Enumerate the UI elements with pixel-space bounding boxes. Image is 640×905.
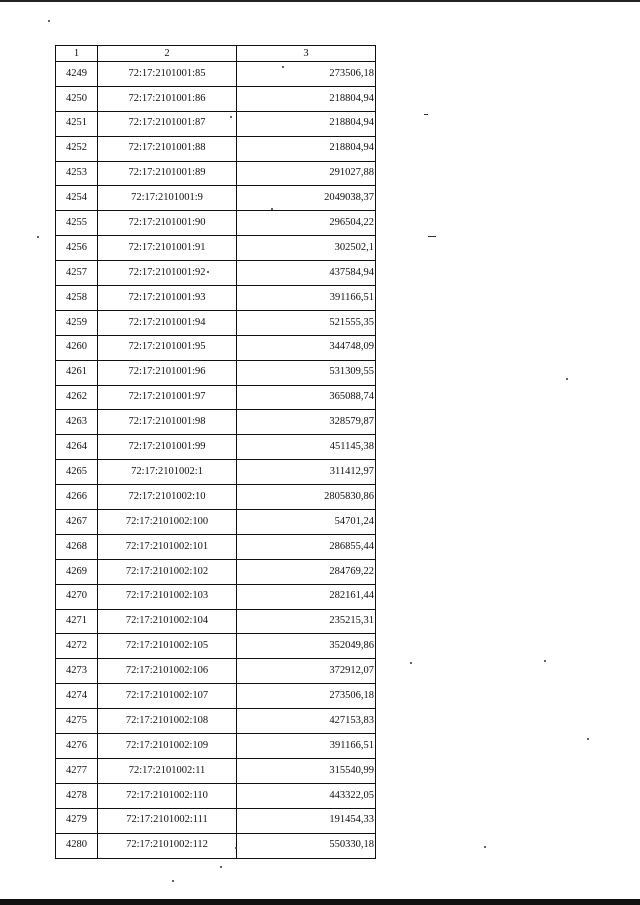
cadastral-value: 550330,18 <box>237 833 376 858</box>
cadastral-number: 72:17:2101002:104 <box>98 609 237 634</box>
table-row <box>56 734 376 759</box>
table-row <box>56 385 376 410</box>
row-number: 4277 <box>56 758 98 783</box>
cadastral-number: 72:17:2101001:97 <box>98 385 237 410</box>
cadastral-number: 72:17:2101001:85 <box>98 62 237 87</box>
table-body <box>56 62 376 859</box>
row-number: 4249 <box>56 62 98 87</box>
table-row <box>56 783 376 808</box>
scan-speck <box>48 20 50 22</box>
cadastral-number: 72:17:2101001:93 <box>98 286 237 311</box>
cadastral-value: 235215,31 <box>237 609 376 634</box>
table-row <box>56 609 376 634</box>
table-row <box>56 659 376 684</box>
cadastral-number: 72:17:2101001:94 <box>98 310 237 335</box>
table-row <box>56 634 376 659</box>
table-row <box>56 534 376 559</box>
cadastral-number: 72:17:2101002:109 <box>98 734 237 759</box>
cadastral-number: 72:17:2101002:111 <box>98 808 237 833</box>
table-row <box>56 136 376 161</box>
scan-speck <box>172 880 174 882</box>
row-number: 4254 <box>56 186 98 211</box>
scan-edge-bottom <box>0 899 640 905</box>
row-number: 4280 <box>56 833 98 858</box>
scan-speck <box>37 236 39 238</box>
cadastral-number: 72:17:2101001:91 <box>98 236 237 261</box>
row-number: 4274 <box>56 684 98 709</box>
cadastral-number: 72:17:2101001:96 <box>98 360 237 385</box>
table-row <box>56 360 376 385</box>
table-row <box>56 286 376 311</box>
row-number: 4270 <box>56 584 98 609</box>
cadastral-value: 521555,35 <box>237 310 376 335</box>
cadastral-value: 273506,18 <box>237 62 376 87</box>
table-row <box>56 460 376 485</box>
cadastral-number: 72:17:2101002:110 <box>98 783 237 808</box>
cadastral-number: 72:17:2101001:92 <box>98 261 237 286</box>
cadastral-value: 328579,87 <box>237 410 376 435</box>
cadastral-number: 72:17:2101001:95 <box>98 335 237 360</box>
row-number: 4279 <box>56 808 98 833</box>
table-row <box>56 559 376 584</box>
row-number: 4276 <box>56 734 98 759</box>
table-row <box>56 584 376 609</box>
cadastral-number: 72:17:2101002:108 <box>98 709 237 734</box>
table-row <box>56 62 376 87</box>
cadastral-value: 296504,22 <box>237 211 376 236</box>
row-number: 4250 <box>56 86 98 111</box>
cadastral-number: 72:17:2101001:88 <box>98 136 237 161</box>
row-number: 4278 <box>56 783 98 808</box>
cadastral-number: 72:17:2101001:9 <box>98 186 237 211</box>
cadastral-value: 372912,07 <box>237 659 376 684</box>
row-number: 4261 <box>56 360 98 385</box>
cadastral-number: 72:17:2101001:98 <box>98 410 237 435</box>
table-row <box>56 236 376 261</box>
row-number: 4252 <box>56 136 98 161</box>
scan-speck <box>271 208 273 210</box>
cadastral-number: 72:17:2101001:89 <box>98 161 237 186</box>
scan-speck <box>220 866 222 868</box>
cadastral-value: 391166,51 <box>237 734 376 759</box>
scan-speck <box>587 738 589 740</box>
row-number: 4268 <box>56 534 98 559</box>
row-number: 4260 <box>56 335 98 360</box>
cadastral-value: 191454,33 <box>237 808 376 833</box>
table-row <box>56 808 376 833</box>
cadastral-number: 72:17:2101002:10 <box>98 485 237 510</box>
row-number: 4253 <box>56 161 98 186</box>
cadastral-number: 72:17:2101002:1 <box>98 460 237 485</box>
table-row <box>56 758 376 783</box>
scan-edge-top <box>0 0 640 2</box>
table-row <box>56 510 376 535</box>
scan-speck <box>484 846 486 848</box>
scan-speck <box>410 662 412 664</box>
cadastral-number: 72:17:2101002:102 <box>98 559 237 584</box>
cadastral-value: 302502,1 <box>237 236 376 261</box>
cadastral-value: 352049,86 <box>237 634 376 659</box>
cadastral-value: 391166,51 <box>237 286 376 311</box>
cadastral-number: 72:17:2101002:106 <box>98 659 237 684</box>
cadastral-value: 2049038,37 <box>237 186 376 211</box>
scan-speck <box>282 66 284 68</box>
column-header-1: 1 <box>56 46 98 62</box>
row-number: 4256 <box>56 236 98 261</box>
row-number: 4257 <box>56 261 98 286</box>
row-number: 4266 <box>56 485 98 510</box>
table-row <box>56 335 376 360</box>
column-header-2: 2 <box>98 46 237 62</box>
row-number: 4251 <box>56 111 98 136</box>
table-row <box>56 111 376 136</box>
cadastral-number: 72:17:2101002:107 <box>98 684 237 709</box>
table-row <box>56 709 376 734</box>
cadastral-number: 72:17:2101001:99 <box>98 435 237 460</box>
table-row <box>56 684 376 709</box>
scan-speck <box>235 847 237 849</box>
table-row <box>56 211 376 236</box>
scan-speck <box>207 271 209 273</box>
cadastral-value: 451145,38 <box>237 435 376 460</box>
row-number: 4271 <box>56 609 98 634</box>
cadastral-value: 344748,09 <box>237 335 376 360</box>
row-number: 4262 <box>56 385 98 410</box>
cadastral-number: 72:17:2101001:86 <box>98 86 237 111</box>
scan-mark <box>428 236 436 237</box>
cadastral-number: 72:17:2101002:100 <box>98 510 237 535</box>
scan-speck <box>544 660 546 662</box>
cadastral-value: 427153,83 <box>237 709 376 734</box>
table-row <box>56 261 376 286</box>
cadastral-value: 54701,24 <box>237 510 376 535</box>
table-row <box>56 485 376 510</box>
cadastral-value: 2805830,86 <box>237 485 376 510</box>
row-number: 4269 <box>56 559 98 584</box>
cadastral-number: 72:17:2101002:11 <box>98 758 237 783</box>
cadastral-number: 72:17:2101001:87 <box>98 111 237 136</box>
table-row <box>56 86 376 111</box>
cadastral-value: 273506,18 <box>237 684 376 709</box>
cadastral-value: 291027,88 <box>237 161 376 186</box>
scan-speck <box>566 378 568 380</box>
table-row <box>56 161 376 186</box>
cadastral-value: 443322,05 <box>237 783 376 808</box>
row-number: 4258 <box>56 286 98 311</box>
cadastral-number: 72:17:2101001:90 <box>98 211 237 236</box>
row-number: 4263 <box>56 410 98 435</box>
row-number: 4255 <box>56 211 98 236</box>
table-row <box>56 310 376 335</box>
row-number: 4275 <box>56 709 98 734</box>
scan-mark <box>424 114 428 115</box>
cadastral-value: 284769,22 <box>237 559 376 584</box>
row-number: 4264 <box>56 435 98 460</box>
column-header-3: 3 <box>237 46 376 62</box>
cadastral-number: 72:17:2101002:103 <box>98 584 237 609</box>
cadastral-value: 365088,74 <box>237 385 376 410</box>
cadastral-value-table <box>55 45 376 859</box>
cadastral-value: 286855,44 <box>237 534 376 559</box>
cadastral-value: 218804,94 <box>237 136 376 161</box>
table-row <box>56 410 376 435</box>
cadastral-number: 72:17:2101002:112 <box>98 833 237 858</box>
cadastral-value: 282161,44 <box>237 584 376 609</box>
row-number: 4273 <box>56 659 98 684</box>
cadastral-value: 437584,94 <box>237 261 376 286</box>
table-row <box>56 833 376 858</box>
table-row <box>56 435 376 460</box>
cadastral-value: 311412,97 <box>237 460 376 485</box>
table-row <box>56 186 376 211</box>
row-number: 4265 <box>56 460 98 485</box>
cadastral-value: 315540,99 <box>237 758 376 783</box>
cadastral-number: 72:17:2101002:105 <box>98 634 237 659</box>
row-number: 4259 <box>56 310 98 335</box>
cadastral-number: 72:17:2101002:101 <box>98 534 237 559</box>
cadastral-value: 218804,94 <box>237 111 376 136</box>
row-number: 4272 <box>56 634 98 659</box>
cadastral-value: 531309,55 <box>237 360 376 385</box>
scan-speck <box>230 116 232 118</box>
row-number: 4267 <box>56 510 98 535</box>
cadastral-value: 218804,94 <box>237 86 376 111</box>
table-header-row <box>56 46 376 62</box>
